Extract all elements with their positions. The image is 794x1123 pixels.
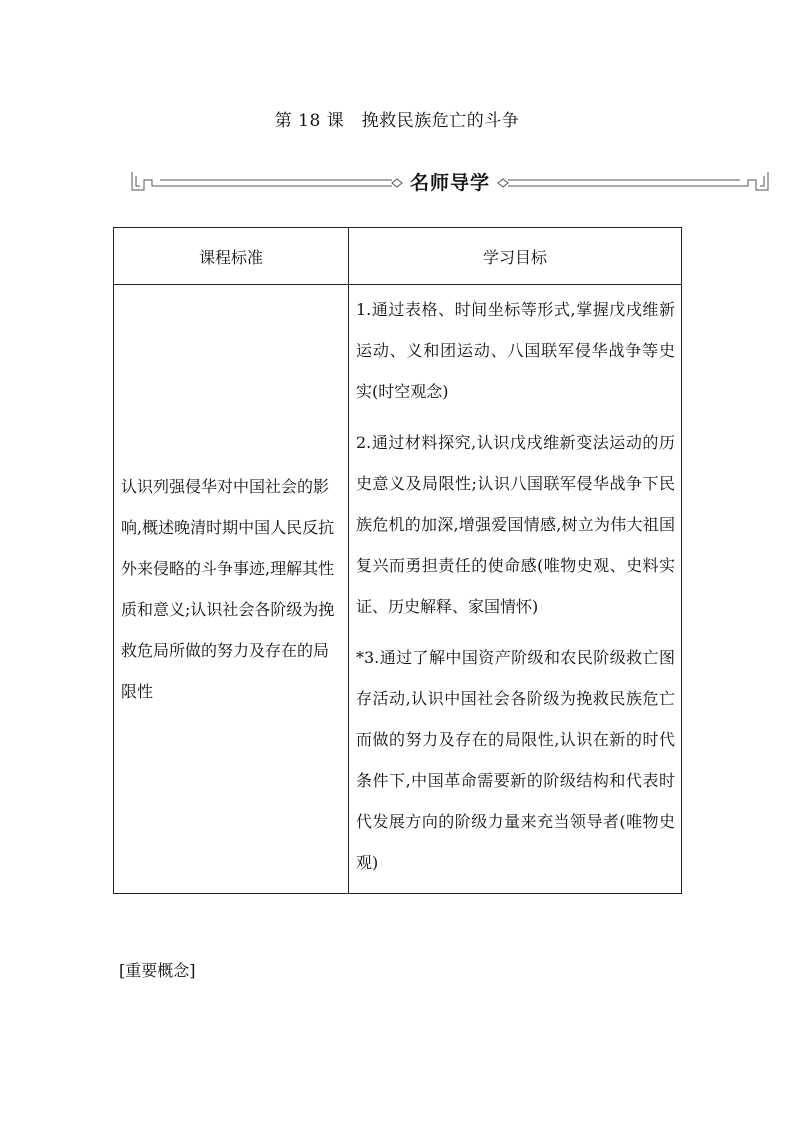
table-header-row [114, 228, 682, 285]
key-concepts-heading: [重要概念] [119, 961, 196, 980]
lesson-title: 第 18 课 挽救民族危亡的斗争 [274, 111, 520, 131]
banner-label: 名师导学 [404, 172, 496, 194]
objective-item: 2.通过材料探究,认识戊戌维新变法运动的历史意义及局限性;认识八国联军侵华战争下民族危机的加深,增强爱国情感,树立为伟大祖国复兴而勇担责任的使命感(唯物史观、史料实证、历史解释、家国情怀) [356, 433, 675, 616]
banner-title [130, 168, 770, 195]
learning-objectives-cell [349, 285, 682, 894]
table-row [114, 285, 682, 894]
curriculum-standard-cell: 认识列强侵华对中国社会的影响,概述晚清时期中国人民反抗外来侵略的斗争事迹,理解其性质和意义;认识社会各阶级为挽救危局所做的努力及存在的局限性 [114, 285, 349, 894]
objective-item: *3.通过了解中国资产阶级和农民阶级救亡图存活动,认识中国社会各阶级为挽救民族危亡而做的努力及存在的局限性,认识在新的时代条件下,中国革命需要新的阶级结构和代表时代发展方向的阶级力量来充当领导者(唯物史观) [356, 648, 675, 872]
header-standard: 课程标准 [114, 228, 349, 285]
section-banner [130, 166, 770, 198]
header-objectives: 学习目标 [349, 228, 682, 285]
curriculum-table [113, 227, 682, 894]
objective-item: 1.通过表格、时间坐标等形式,掌握戊戌维新运动、义和团运动、八国联军侵华战争等史实(时空观念) [356, 300, 675, 401]
